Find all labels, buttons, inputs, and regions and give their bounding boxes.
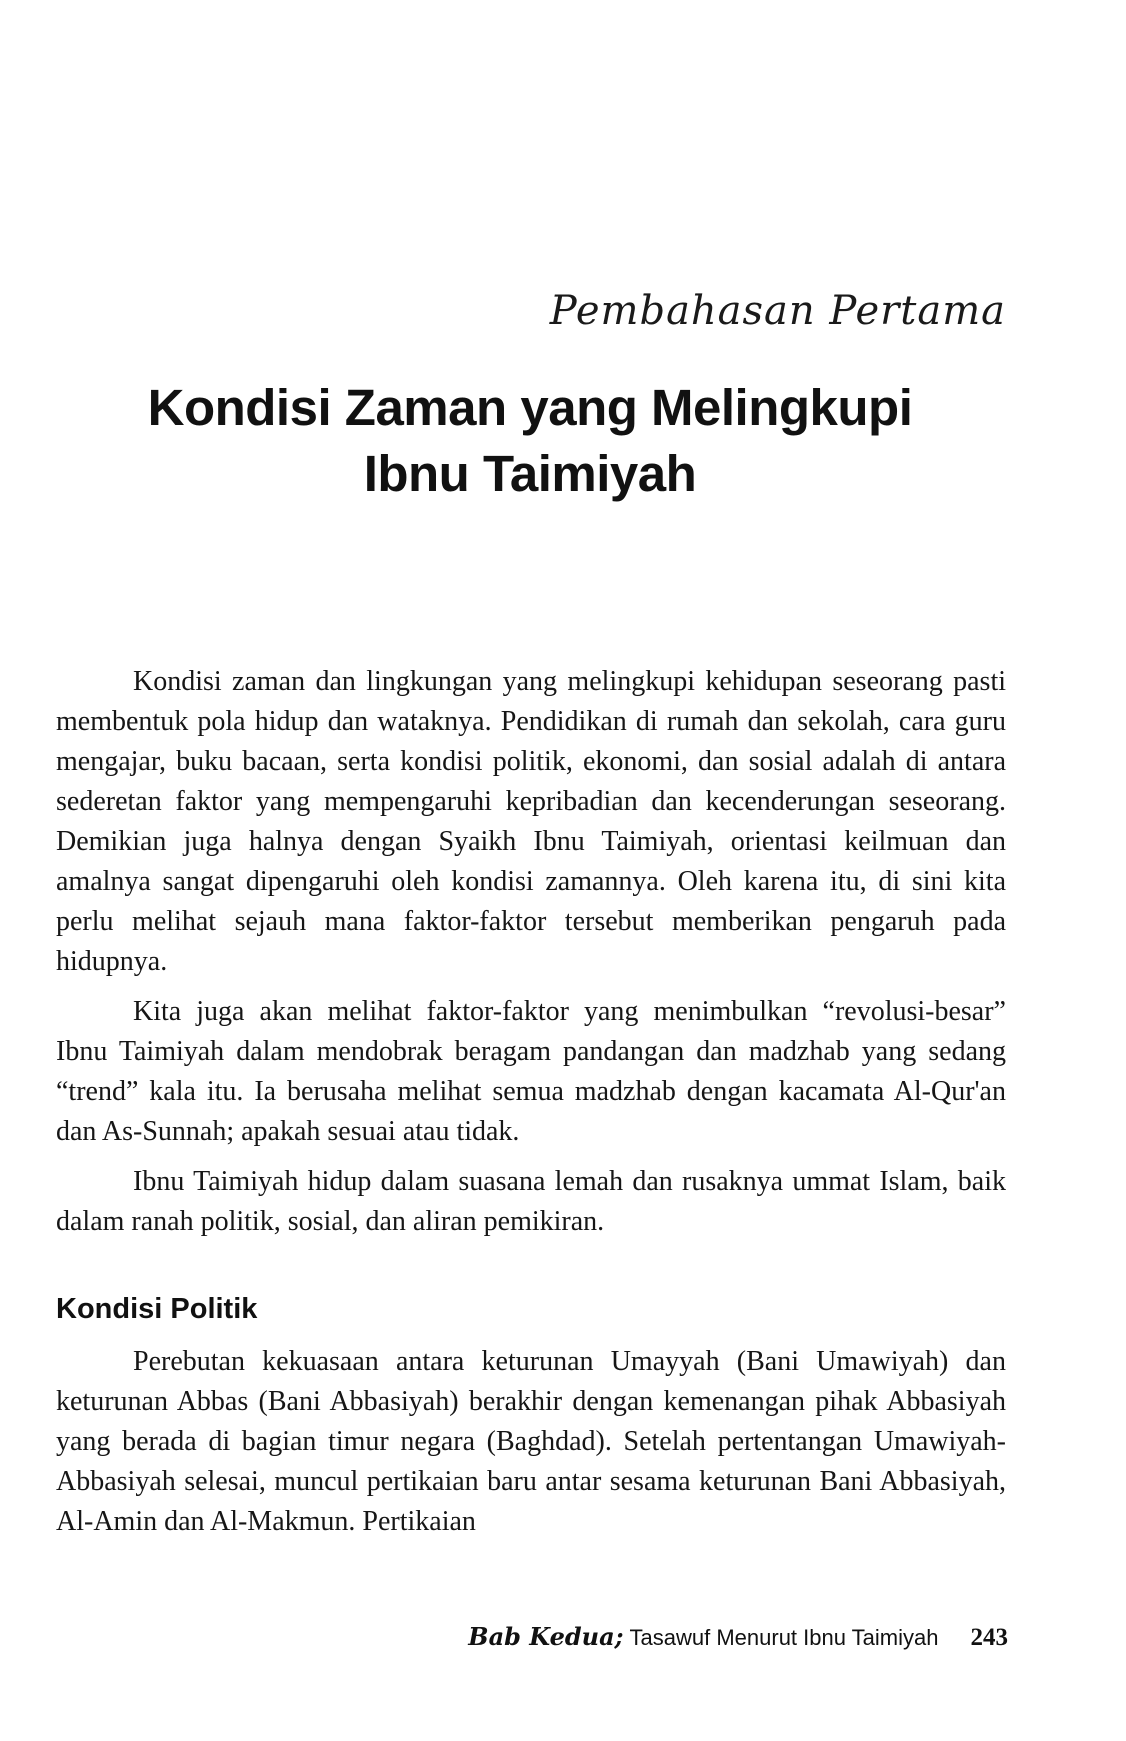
footer-chapter: Bab Kedua; [468, 1622, 624, 1651]
subheading-kondisi-politik: Kondisi Politik [56, 1293, 258, 1325]
politik-paragraph: Perebutan kekuasaan antara keturunan Umayyah (Bani Umawiyah) dan keturunan Abbas (Bani Abbasiyah) berakhir dengan kemenangan pihak Abbasiyah yang berada di bagian timur negara (Baghdad). Setelah pertentangan Umawiyah-Abbasiyah selesai, muncul pertikaian baru antar sesama keturunan Bani Abbasiyah, Al-Amin dan Al-Makmun. Pertikaian [56, 1346, 1006, 1537]
section-label: Pembahasan Pertama [549, 288, 1006, 334]
intro-paragraph-1: Kondisi zaman dan lingkungan yang melingkupi kehidupan seseorang pasti membentuk pola hidup dan wataknya. Pendidikan di rumah dan sekolah, cara guru mengajar, buku bacaan, serta kondisi politik, ekonomi, dan sosial adalah di antara sederetan faktor yang mempengaruhi kepribadian dan kecenderungan seseorang. Demikian juga halnya dengan Syaikh Ibnu Taimiyah, orientasi keilmuan dan amalnya sangat dipengaruhi oleh kondisi zamannya. Oleh karena itu, di sini kita perlu melihat sejauh mana faktor-faktor tersebut memberikan pengaruh pada hidupnya. [56, 666, 1006, 977]
body-text [56, 662, 1006, 1552]
intro-paragraph-3: Ibnu Taimiyah hidup dalam suasana lemah dan rusaknya ummat Islam, baik dalam ranah politik, sosial, dan aliran pemikiran. [56, 1166, 1006, 1237]
footer-book-title: Tasawuf Menurut Ibnu Taimiyah [629, 1625, 939, 1650]
page-number: 243 [970, 1624, 1008, 1651]
chapter-title: Kondisi Zaman yang Melingkupi Ibnu Taimiyah [147, 379, 913, 502]
intro-paragraph-2: Kita juga akan melihat faktor-faktor yang menimbulkan “revolusi-besar” Ibnu Taimiyah dalam mendobrak beragam pandangan dan madzhab yang sedang “trend” kala itu. Ia berusaha melihat semua madzhab dengan kacamata Al-Qur'an dan As-Sunnah; apakah sesuai atau tidak. [56, 996, 1006, 1147]
running-footer [468, 1622, 1008, 1653]
